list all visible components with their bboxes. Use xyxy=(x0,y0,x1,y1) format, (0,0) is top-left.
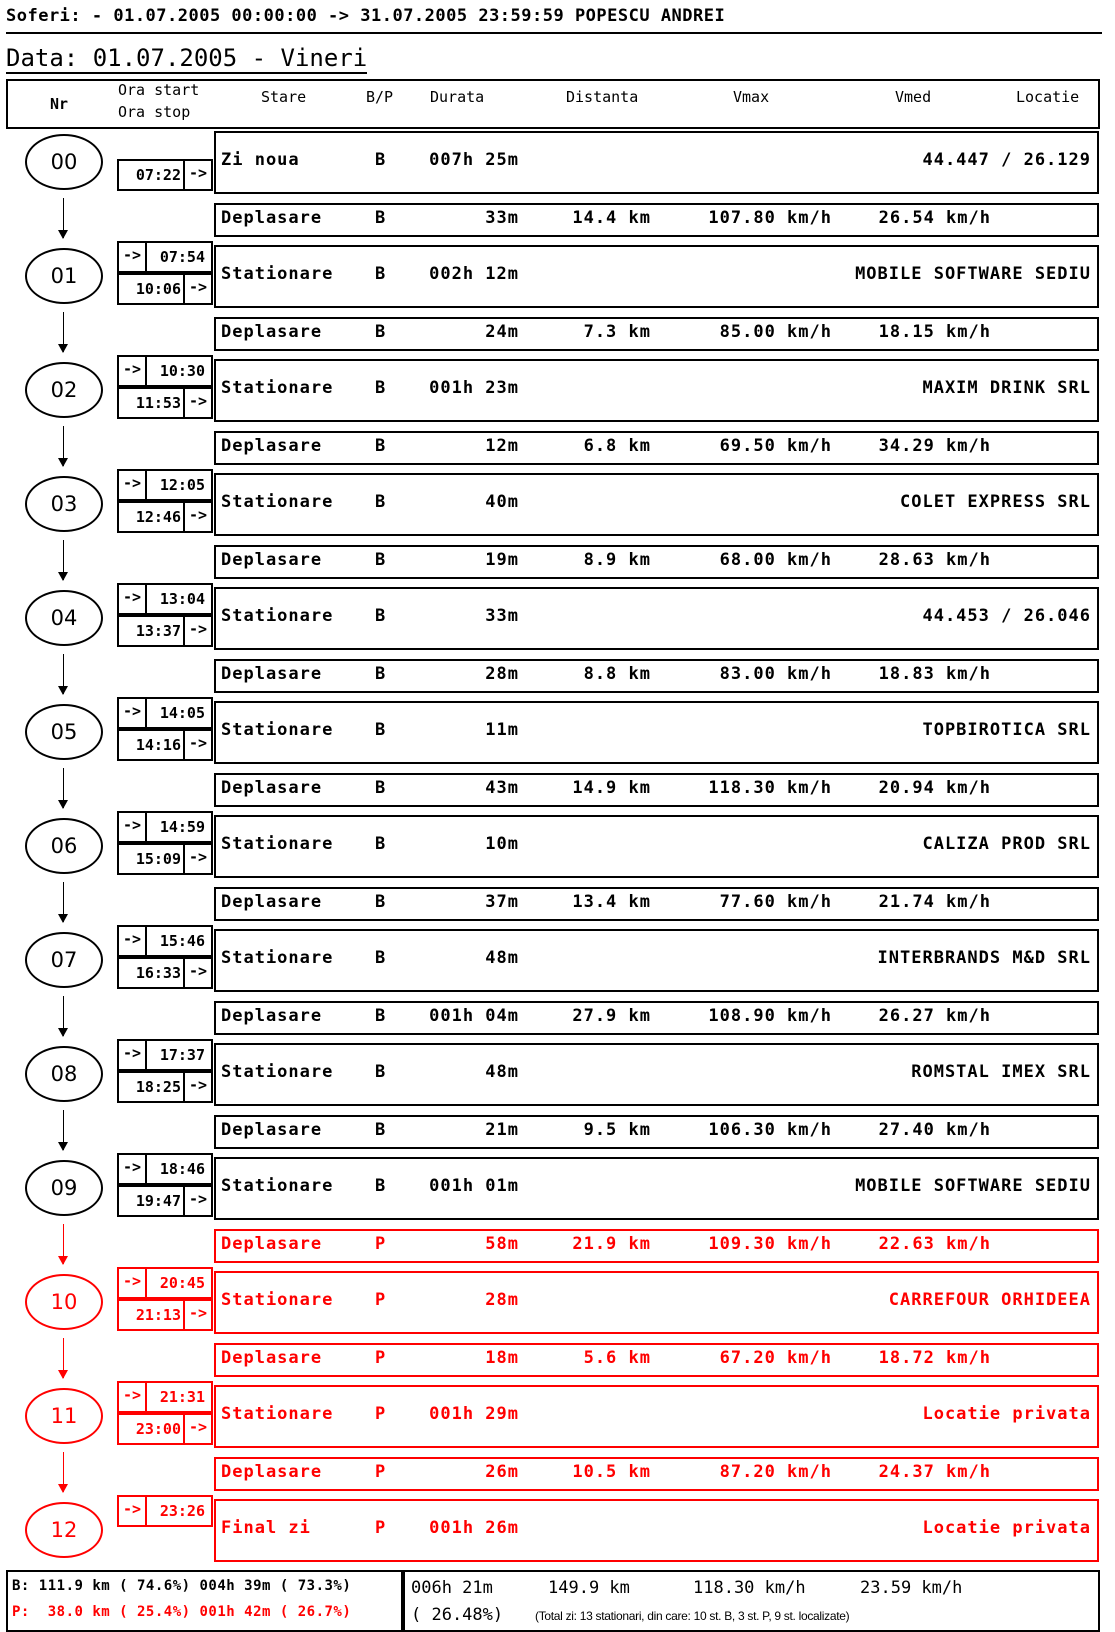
stop-time: 14:16 xyxy=(135,736,181,754)
stop-time-box xyxy=(117,615,213,647)
stop-number: 06 xyxy=(25,818,103,874)
trip-bp: P xyxy=(375,1348,387,1368)
trip-bp: B xyxy=(375,322,387,342)
start-time-box xyxy=(117,1039,213,1071)
trip-stare: Deplasare xyxy=(221,208,323,228)
stop-bp: P xyxy=(375,1518,387,1538)
stop-number: 02 xyxy=(25,362,103,418)
start-time-box xyxy=(117,241,213,273)
col-stare: Stare xyxy=(261,88,307,106)
start-time-box xyxy=(117,1495,213,1527)
summary-private: P: 38.0 km ( 25.4%) 001h 42m ( 26.7%) xyxy=(12,1604,352,1620)
arrow-icon: -> xyxy=(183,1187,211,1215)
trip-vmed: 22.63 km/h xyxy=(878,1234,991,1254)
trip-bp: B xyxy=(375,550,387,570)
stop-time: 18:25 xyxy=(135,1078,181,1096)
stop-bp: B xyxy=(375,720,387,740)
stop-bp: B xyxy=(375,492,387,512)
stop-number: 08 xyxy=(25,1046,103,1102)
arrow-icon: -> xyxy=(183,1301,211,1329)
connector-arrow-icon xyxy=(63,654,64,694)
arrow-icon: -> xyxy=(183,389,211,417)
trip-row[interactable] xyxy=(214,659,1099,693)
arrow-icon: -> xyxy=(119,699,147,727)
stop-stare: Stationare xyxy=(221,264,334,284)
trip-vmed: 34.29 km/h xyxy=(878,436,991,456)
arrow-icon: -> xyxy=(119,585,147,613)
summary-total-durata: 006h 21m xyxy=(411,1578,493,1598)
trip-vmed: 24.37 km/h xyxy=(878,1462,991,1482)
trip-stare: Deplasare xyxy=(221,1120,323,1140)
stop-number: 03 xyxy=(25,476,103,532)
start-time: 12:05 xyxy=(159,476,205,494)
day-title: Data: 01.07.2005 - Vineri xyxy=(6,44,368,72)
summary-note: (Total zi: 13 stationari, din care: 10 st. B, 3 st. P, 9 st. localizate) xyxy=(535,1609,850,1623)
stop-time-box xyxy=(117,1299,213,1331)
stop-number: 04 xyxy=(25,590,103,646)
connector-arrow-icon xyxy=(63,1338,64,1378)
stop-stare: Stationare xyxy=(221,1176,334,1196)
stop-number: 07 xyxy=(25,932,103,988)
trip-durata: 24m xyxy=(485,322,519,342)
stop-row[interactable] xyxy=(214,587,1099,650)
stop-row[interactable] xyxy=(214,1271,1099,1334)
start-time: 10:30 xyxy=(159,362,205,380)
trip-distanta: 8.9 km xyxy=(583,550,651,570)
arrow-icon: -> xyxy=(119,357,147,385)
stop-locatie: COLET EXPRESS SRL xyxy=(900,492,1091,512)
trip-row[interactable] xyxy=(214,203,1099,237)
stop-stare: Stationare xyxy=(221,948,334,968)
stop-row[interactable] xyxy=(214,131,1099,194)
trip-durata: 28m xyxy=(485,664,519,684)
connector-arrow-icon xyxy=(63,996,64,1036)
stop-bp: B xyxy=(375,1062,387,1082)
start-time: 07:54 xyxy=(159,248,205,266)
trip-row[interactable] xyxy=(214,1001,1099,1035)
stop-row[interactable] xyxy=(214,701,1099,764)
trip-vmed: 21.74 km/h xyxy=(878,892,991,912)
stop-durata: 001h 23m xyxy=(429,378,519,398)
start-time: 14:05 xyxy=(159,704,205,722)
start-time-box xyxy=(117,811,213,843)
stop-time: 11:53 xyxy=(135,394,181,412)
stop-time-box xyxy=(117,273,213,305)
arrow-icon: -> xyxy=(119,1269,147,1297)
stop-time-box xyxy=(117,387,213,419)
stop-durata: 007h 25m xyxy=(429,150,519,170)
column-header xyxy=(6,79,1100,129)
trip-vmed: 18.15 km/h xyxy=(878,322,991,342)
trip-distanta: 6.8 km xyxy=(583,436,651,456)
trip-row[interactable] xyxy=(214,1343,1099,1377)
arrow-icon: -> xyxy=(183,959,211,987)
stop-bp: B xyxy=(375,834,387,854)
trip-distanta: 5.6 km xyxy=(583,1348,651,1368)
arrow-icon: -> xyxy=(183,1415,211,1443)
start-time-box xyxy=(117,1267,213,1299)
start-time: 18:46 xyxy=(159,1160,205,1178)
stop-durata: 33m xyxy=(485,606,519,626)
stop-stare: Stationare xyxy=(221,720,334,740)
trip-row[interactable] xyxy=(214,773,1099,807)
trip-durata: 18m xyxy=(485,1348,519,1368)
col-locatie: Locatie xyxy=(1016,88,1080,106)
connector-arrow-icon xyxy=(63,768,64,808)
stop-stare: Stationare xyxy=(221,606,334,626)
stop-row[interactable] xyxy=(214,1499,1099,1562)
start-time: 23:26 xyxy=(159,1502,205,1520)
start-time: 13:04 xyxy=(159,590,205,608)
stop-locatie: MOBILE SOFTWARE SEDIU xyxy=(855,264,1091,284)
trip-durata: 26m xyxy=(485,1462,519,1482)
trip-durata: 37m xyxy=(485,892,519,912)
arrow-icon: -> xyxy=(183,161,211,189)
trip-vmax: 106.30 km/h xyxy=(708,1120,832,1140)
stop-locatie: 44.453 / 26.046 xyxy=(922,606,1091,626)
stop-number: 11 xyxy=(25,1388,103,1444)
stop-stare: Stationare xyxy=(221,1290,334,1310)
arrow-icon: -> xyxy=(183,503,211,531)
stop-durata: 48m xyxy=(485,1062,519,1082)
trip-durata: 58m xyxy=(485,1234,519,1254)
connector-arrow-icon xyxy=(63,882,64,922)
stop-durata: 40m xyxy=(485,492,519,512)
trip-vmax: 87.20 km/h xyxy=(719,1462,832,1482)
trip-vmed: 20.94 km/h xyxy=(878,778,991,798)
trip-row[interactable] xyxy=(214,1229,1099,1263)
trip-vmax: 68.00 km/h xyxy=(719,550,832,570)
trip-vmed: 27.40 km/h xyxy=(878,1120,991,1140)
stop-durata: 001h 26m xyxy=(429,1518,519,1538)
stop-time: 13:37 xyxy=(135,622,181,640)
summary-total-distanta: 149.9 km xyxy=(548,1578,630,1598)
summary-split xyxy=(6,1570,405,1632)
col-durata: Durata xyxy=(430,88,485,106)
stop-time-box xyxy=(117,1071,213,1103)
arrow-icon: -> xyxy=(119,1155,147,1183)
trip-durata: 33m xyxy=(485,208,519,228)
arrow-icon: -> xyxy=(119,243,147,271)
report-header: Soferi: - 01.07.2005 00:00:00 -> 31.07.2005 23:59:59 POPESCU ANDREI xyxy=(6,6,726,26)
stop-locatie: CARREFOUR ORHIDEEA xyxy=(888,1290,1091,1310)
stop-bp: P xyxy=(375,1290,387,1310)
start-time-box xyxy=(117,1153,213,1185)
stop-row[interactable] xyxy=(214,1043,1099,1106)
stop-time-box xyxy=(117,501,213,533)
stop-row[interactable] xyxy=(214,1385,1099,1448)
stop-locatie: CALIZA PROD SRL xyxy=(922,834,1091,854)
summary-totals xyxy=(401,1570,1100,1632)
trip-stare: Deplasare xyxy=(221,664,323,684)
stop-time: 12:46 xyxy=(135,508,181,526)
connector-arrow-icon xyxy=(63,1224,64,1264)
stop-bp: B xyxy=(375,150,387,170)
trip-bp: B xyxy=(375,1006,387,1026)
col-distanta: Distanta xyxy=(566,88,639,106)
stop-stare: Stationare xyxy=(221,378,334,398)
stop-durata: 48m xyxy=(485,948,519,968)
stop-bp: B xyxy=(375,264,387,284)
start-time-box xyxy=(117,355,213,387)
stop-bp: B xyxy=(375,1176,387,1196)
trip-vmax: 69.50 km/h xyxy=(719,436,832,456)
trip-bp: P xyxy=(375,1462,387,1482)
stop-bp: P xyxy=(375,1404,387,1424)
arrow-icon: -> xyxy=(183,731,211,759)
trip-bp: B xyxy=(375,892,387,912)
stop-time: 16:33 xyxy=(135,964,181,982)
summary-total-vmed: 23.59 km/h xyxy=(860,1578,963,1598)
trip-distanta: 9.5 km xyxy=(583,1120,651,1140)
stop-bp: B xyxy=(375,606,387,626)
trip-stare: Deplasare xyxy=(221,1348,323,1368)
header-rule xyxy=(6,32,1102,34)
stop-time-box xyxy=(117,729,213,761)
start-time-box xyxy=(117,697,213,729)
arrow-icon: -> xyxy=(183,1073,211,1101)
stop-row[interactable] xyxy=(214,359,1099,422)
start-time-box xyxy=(117,469,213,501)
connector-arrow-icon xyxy=(63,312,64,352)
arrow-icon: -> xyxy=(119,1383,147,1411)
stop-durata: 002h 12m xyxy=(429,264,519,284)
trip-row[interactable] xyxy=(214,887,1099,921)
trip-distanta: 14.4 km xyxy=(572,208,651,228)
stop-time: 19:47 xyxy=(135,1192,181,1210)
trip-distanta: 27.9 km xyxy=(572,1006,651,1026)
trip-durata: 21m xyxy=(485,1120,519,1140)
col-ora-stop: Ora stop xyxy=(118,103,191,121)
trip-vmed: 18.83 km/h xyxy=(878,664,991,684)
trip-vmed: 26.27 km/h xyxy=(878,1006,991,1026)
connector-arrow-icon xyxy=(63,1110,64,1150)
stop-row[interactable] xyxy=(214,815,1099,878)
col-vmax: Vmax xyxy=(733,88,770,106)
stop-number: 00 xyxy=(25,134,103,190)
trip-vmed: 28.63 km/h xyxy=(878,550,991,570)
trip-vmax: 83.00 km/h xyxy=(719,664,832,684)
trip-stare: Deplasare xyxy=(221,322,323,342)
trip-row[interactable] xyxy=(214,1115,1099,1149)
stop-bp: B xyxy=(375,948,387,968)
arrow-icon: -> xyxy=(183,845,211,873)
stop-row[interactable] xyxy=(214,473,1099,536)
trip-stare: Deplasare xyxy=(221,1006,323,1026)
stop-number: 09 xyxy=(25,1160,103,1216)
stop-locatie: TOPBIROTICA SRL xyxy=(922,720,1091,740)
stop-number: 10 xyxy=(25,1274,103,1330)
stop-durata: 11m xyxy=(485,720,519,740)
trip-bp: P xyxy=(375,1234,387,1254)
start-time: 21:31 xyxy=(159,1388,205,1406)
arrow-icon: -> xyxy=(119,471,147,499)
stop-durata: 10m xyxy=(485,834,519,854)
stop-bp: B xyxy=(375,378,387,398)
stop-time: 07:22 xyxy=(135,166,181,184)
trip-stare: Deplasare xyxy=(221,550,323,570)
arrow-icon: -> xyxy=(183,617,211,645)
trip-vmax: 107.80 km/h xyxy=(708,208,832,228)
trip-row[interactable] xyxy=(214,1457,1099,1491)
start-time: 20:45 xyxy=(159,1274,205,1292)
stop-locatie: MAXIM DRINK SRL xyxy=(922,378,1091,398)
trip-stare: Deplasare xyxy=(221,1462,323,1482)
stop-locatie: Locatie privata xyxy=(922,1518,1091,1538)
trip-durata: 12m xyxy=(485,436,519,456)
stop-time: 23:00 xyxy=(135,1420,181,1438)
trip-distanta: 14.9 km xyxy=(572,778,651,798)
summary-total-vmax: 118.30 km/h xyxy=(693,1578,806,1598)
stop-stare: Stationare xyxy=(221,1062,334,1082)
stop-time-box xyxy=(117,159,213,191)
stop-number: 01 xyxy=(25,248,103,304)
stop-stare: Stationare xyxy=(221,1404,334,1424)
stop-durata: 001h 29m xyxy=(429,1404,519,1424)
trip-vmax: 118.30 km/h xyxy=(708,778,832,798)
stop-durata: 001h 01m xyxy=(429,1176,519,1196)
trip-vmax: 67.20 km/h xyxy=(719,1348,832,1368)
connector-arrow-icon xyxy=(63,426,64,466)
trip-vmax: 85.00 km/h xyxy=(719,322,832,342)
connector-arrow-icon xyxy=(63,1452,64,1492)
stop-time: 15:09 xyxy=(135,850,181,868)
trip-durata: 001h 04m xyxy=(429,1006,519,1026)
trip-vmax: 109.30 km/h xyxy=(708,1234,832,1254)
trip-row[interactable] xyxy=(214,431,1099,465)
trip-distanta: 21.9 km xyxy=(572,1234,651,1254)
arrow-icon: -> xyxy=(119,1497,147,1525)
col-bp: B/P xyxy=(366,88,394,106)
trip-stare: Deplasare xyxy=(221,436,323,456)
start-time-box xyxy=(117,1381,213,1413)
start-time: 14:59 xyxy=(159,818,205,836)
stop-row[interactable] xyxy=(214,929,1099,992)
stop-time: 10:06 xyxy=(135,280,181,298)
trip-durata: 43m xyxy=(485,778,519,798)
col-vmed: Vmed xyxy=(895,88,932,106)
summary-business: B: 111.9 km ( 74.6%) 004h 39m ( 73.3%) xyxy=(12,1578,352,1594)
arrow-icon: -> xyxy=(119,1041,147,1069)
stop-time-box xyxy=(117,1185,213,1217)
stop-stare: Stationare xyxy=(221,834,334,854)
trip-bp: B xyxy=(375,1120,387,1140)
start-time: 17:37 xyxy=(159,1046,205,1064)
trip-vmed: 18.72 km/h xyxy=(878,1348,991,1368)
stop-locatie: 44.447 / 26.129 xyxy=(922,150,1091,170)
connector-arrow-icon xyxy=(63,198,64,238)
connector-arrow-icon xyxy=(63,540,64,580)
trip-distanta: 13.4 km xyxy=(572,892,651,912)
stop-locatie: MOBILE SOFTWARE SEDIU xyxy=(855,1176,1091,1196)
stop-row[interactable] xyxy=(214,245,1099,308)
trip-durata: 19m xyxy=(485,550,519,570)
stop-locatie: INTERBRANDS M&D SRL xyxy=(877,948,1091,968)
trip-bp: B xyxy=(375,436,387,456)
trip-row[interactable] xyxy=(214,317,1099,351)
start-time-box xyxy=(117,583,213,615)
trip-row[interactable] xyxy=(214,545,1099,579)
arrow-icon: -> xyxy=(119,813,147,841)
trip-bp: B xyxy=(375,664,387,684)
trip-distanta: 10.5 km xyxy=(572,1462,651,1482)
trip-stare: Deplasare xyxy=(221,778,323,798)
trip-bp: B xyxy=(375,208,387,228)
stop-number: 12 xyxy=(25,1502,103,1558)
stop-stare: Stationare xyxy=(221,492,334,512)
start-time: 15:46 xyxy=(159,932,205,950)
stop-number: 05 xyxy=(25,704,103,760)
summary-percent: ( 26.48%) xyxy=(411,1605,504,1625)
stop-durata: 28m xyxy=(485,1290,519,1310)
stop-time-box xyxy=(117,957,213,989)
stop-stare: Zi noua xyxy=(221,150,300,170)
trip-vmax: 77.60 km/h xyxy=(719,892,832,912)
trip-stare: Deplasare xyxy=(221,892,323,912)
stop-locatie: Locatie privata xyxy=(922,1404,1091,1424)
trip-vmed: 26.54 km/h xyxy=(878,208,991,228)
stop-locatie: ROMSTAL IMEX SRL xyxy=(911,1062,1091,1082)
trip-vmax: 108.90 km/h xyxy=(708,1006,832,1026)
stop-stare: Final zi xyxy=(221,1518,311,1538)
trip-bp: B xyxy=(375,778,387,798)
stop-time-box xyxy=(117,843,213,875)
arrow-icon: -> xyxy=(119,927,147,955)
col-ora-start: Ora start xyxy=(118,81,200,99)
trip-stare: Deplasare xyxy=(221,1234,323,1254)
trip-distanta: 8.8 km xyxy=(583,664,651,684)
col-nr: Nr xyxy=(50,95,69,113)
stop-row[interactable] xyxy=(214,1157,1099,1220)
trip-distanta: 7.3 km xyxy=(583,322,651,342)
arrow-icon: -> xyxy=(183,275,211,303)
stop-time-box xyxy=(117,1413,213,1445)
stop-time: 21:13 xyxy=(135,1306,181,1324)
start-time-box xyxy=(117,925,213,957)
